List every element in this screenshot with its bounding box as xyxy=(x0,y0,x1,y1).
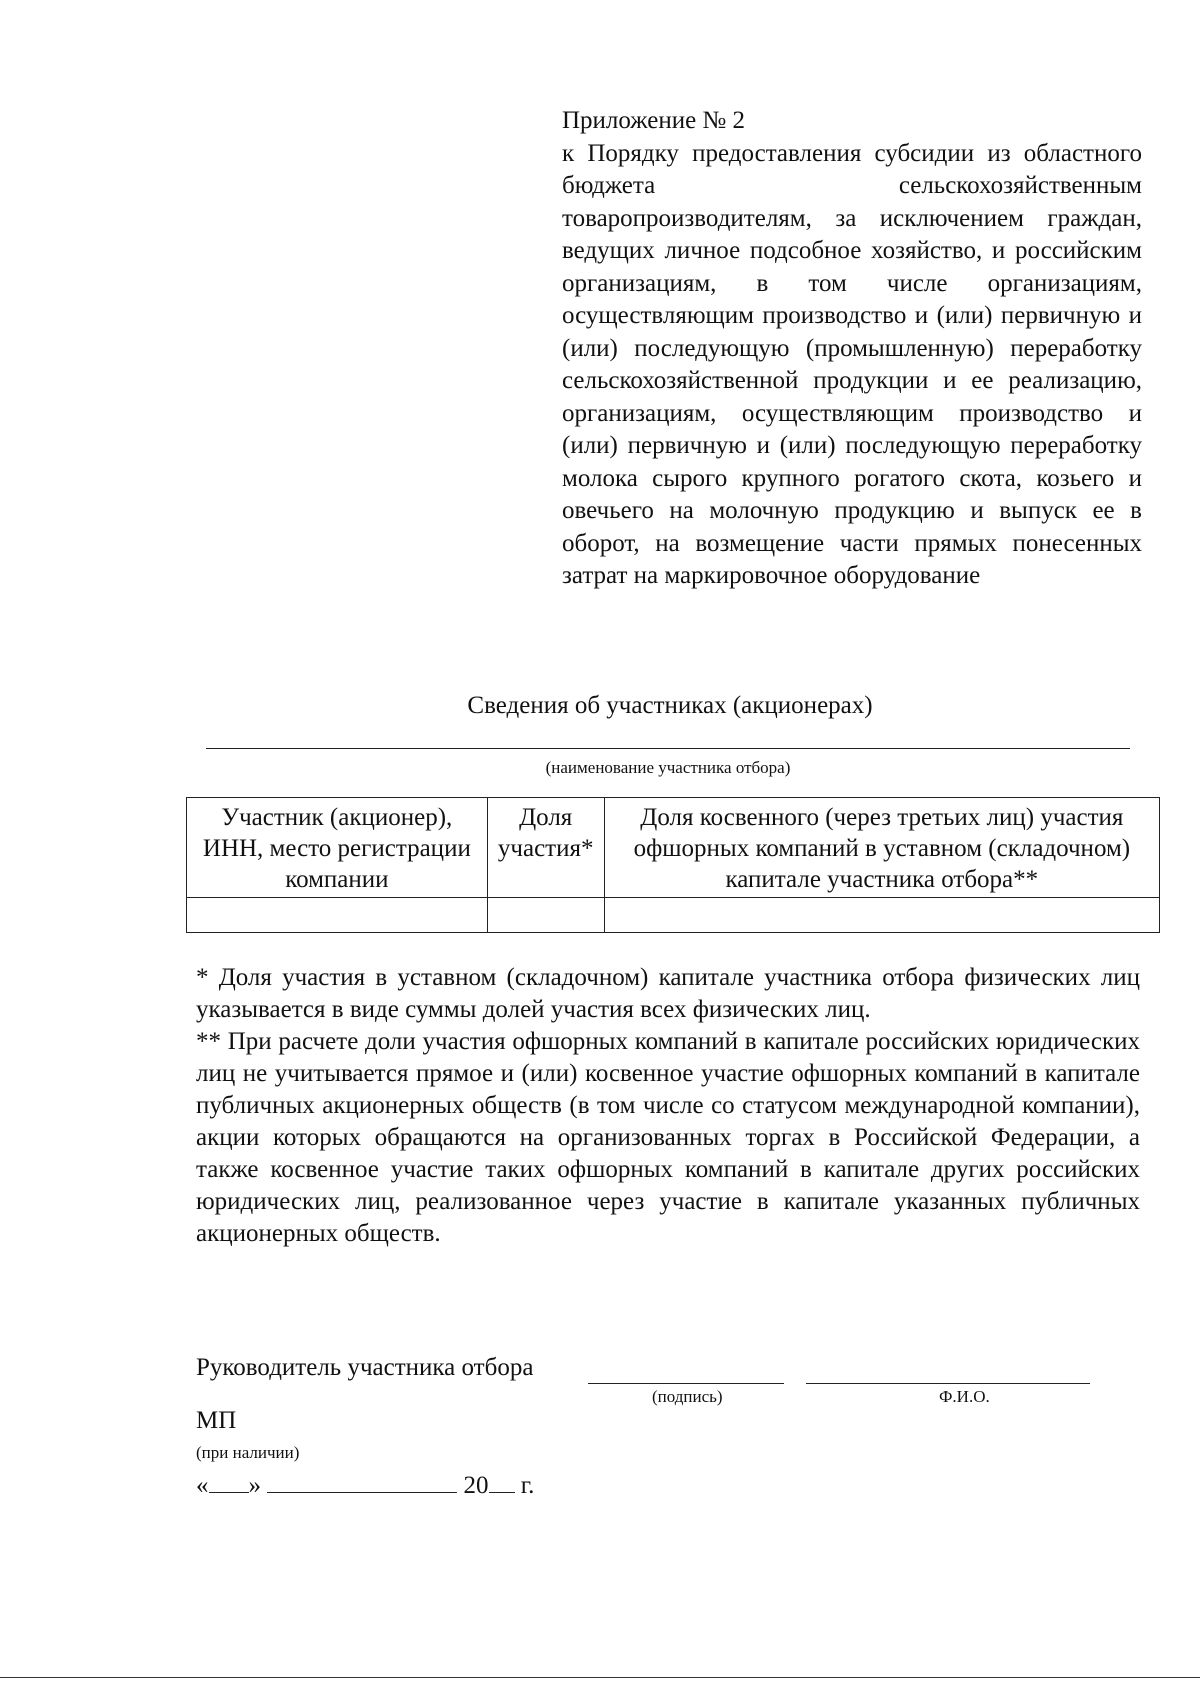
header-share: Доля участия* xyxy=(487,798,604,898)
appendix-block xyxy=(562,105,1142,593)
stamp-note: (при наличии) xyxy=(196,1443,300,1462)
date-year-suffix: г. xyxy=(520,1472,535,1499)
appendix-text: к Порядку предоставления субсидии из областного бюджета сельскохозяйственным товаропроизводителям, за исключением граждан, ведущих личное подсобное хозяйство, и российским организациям, в том числе организациям, осуществляющим производство и (или) первичную и (или) последующую (промышленную) переработку сельскохозяйственной продукции и ее реализацию, организациям, осуществляющим производство и (или) первичную и (или) последующую переработку молока сырого крупного рогатого скота, козьего и овечьего на молочную продукцию и выпуск ее в оборот, на возмещение части прямых понесенных затрат на маркировочное оборудование xyxy=(562,139,1142,589)
participants-table xyxy=(186,797,1160,933)
appendix-title: Приложение № 2 xyxy=(562,107,746,134)
header-participant: Участник (акционер), ИНН, место регистрации компании xyxy=(187,798,488,898)
date-month-blank[interactable] xyxy=(267,1470,457,1493)
date-year-blank[interactable] xyxy=(489,1470,515,1493)
cell-participant[interactable] xyxy=(187,898,488,933)
date-day-blank[interactable] xyxy=(209,1470,249,1493)
page-bottom-rule xyxy=(0,1677,1200,1678)
footnotes xyxy=(196,962,1140,1250)
date-close-quote: » xyxy=(248,1472,261,1499)
signature-caption: (подпись) xyxy=(652,1387,723,1406)
table-row xyxy=(187,898,1160,933)
footnote-1: * Доля участия в уставном (складочном) капитале участника отбора физических лиц указывается в виде суммы долей участия всех физических лиц. xyxy=(196,964,1140,1023)
cell-share[interactable] xyxy=(487,898,604,933)
date-line xyxy=(196,1470,534,1500)
table-header-row xyxy=(187,798,1160,898)
header-offshore-share: Доля косвенного (через третьих лиц) участия офшорных компаний в уставном (складочном) капитале участника отбора** xyxy=(604,798,1159,898)
signature-line[interactable] xyxy=(588,1383,784,1384)
date-open-quote: « xyxy=(196,1472,209,1499)
form-heading: Сведения об участниках (акционерах) xyxy=(467,692,873,719)
participant-name-line[interactable] xyxy=(206,748,1130,749)
cell-offshore-share[interactable] xyxy=(604,898,1159,933)
participant-name-caption: (наименование участника отбора) xyxy=(545,758,791,777)
footnote-2: ** При расчете доли участия офшорных компаний в капитале российских юридических лиц не учитывается прямое и (или) косвенное участие офшорных компаний в капитале публичных акционерных обществ (в том числе со статусом международной компании), акции которых обращаются на организованных торгах в Российской Федерации, а также косвенное участие таких офшорных компаний в капитале других российских юридических лиц, реализованное через участие в капитале указанных публичных акционерных обществ. xyxy=(196,1028,1140,1247)
stamp-label: МП xyxy=(196,1407,237,1434)
date-year-prefix: 20 xyxy=(463,1472,489,1499)
full-name-caption: Ф.И.О. xyxy=(939,1387,990,1406)
full-name-line[interactable] xyxy=(806,1383,1090,1384)
signature-label: Руководитель участника отбора xyxy=(196,1354,534,1381)
